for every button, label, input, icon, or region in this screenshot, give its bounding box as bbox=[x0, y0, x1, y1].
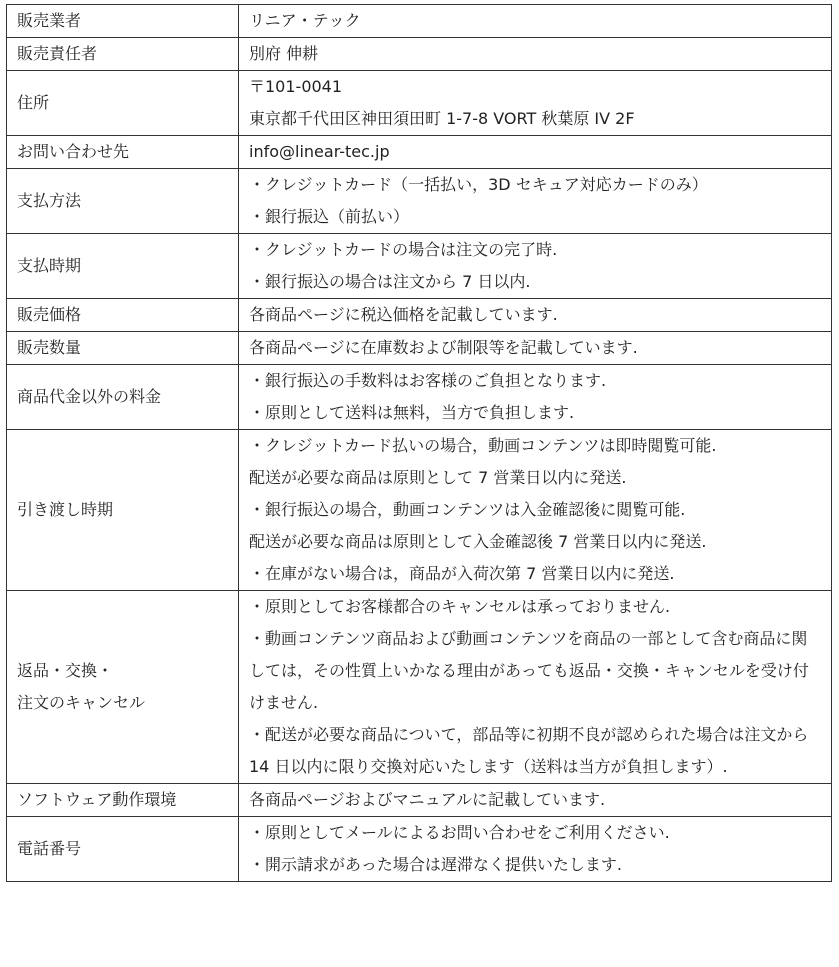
row-label-price: 販売価格 bbox=[7, 299, 239, 332]
postal-code: 〒101-0041 bbox=[249, 77, 343, 96]
table-row bbox=[7, 38, 832, 71]
row-value-price: 各商品ページに税込価格を記載しています. bbox=[239, 299, 832, 332]
row-value-manager: 別府 伸耕 bbox=[239, 38, 832, 71]
table-row bbox=[7, 299, 832, 332]
commerce-disclosure-table bbox=[6, 4, 832, 882]
table-row bbox=[7, 234, 832, 299]
row-value-returns: ・原則としてお客様都合のキャンセルは承っておりません. ・動画コンテンツ商品および動画コンテンツを商品の一部として含む商品に関しては，その性質上いかなる理由があっても返品・交換・キャンセルを受け付けません. ・配送が必要な商品について，部品等に初期不良が認められた場合は注文から 14 日以内に限り交換対応いたします（送料は当方が負担します）. bbox=[239, 591, 832, 784]
table-row bbox=[7, 430, 832, 591]
row-label-delivery: 引き渡し時期 bbox=[7, 430, 239, 591]
table-row bbox=[7, 71, 832, 136]
table-row bbox=[7, 136, 832, 169]
table-row bbox=[7, 784, 832, 817]
row-label-software: ソフトウェア動作環境 bbox=[7, 784, 239, 817]
row-value-payment-method: ・クレジットカード（一括払い，3D セキュア対応カードのみ） ・銀行振込（前払い） bbox=[239, 169, 832, 234]
contact-email: info@linear-tec.jp bbox=[249, 142, 390, 161]
row-label-manager: 販売責任者 bbox=[7, 38, 239, 71]
row-value-phone: ・原則としてメールによるお問い合わせをご利用ください. ・開示請求があった場合は遅滞なく提供いたします. bbox=[239, 817, 832, 882]
street-address: 東京都千代田区神田須田町 1-7-8 VORT 秋葉原 IV 2F bbox=[249, 109, 635, 128]
row-label-quantity: 販売数量 bbox=[7, 332, 239, 365]
row-value-quantity: 各商品ページに在庫数および制限等を記載しています. bbox=[239, 332, 832, 365]
row-label-address: 住所 bbox=[7, 71, 239, 136]
row-label-payment-method: 支払方法 bbox=[7, 169, 239, 234]
row-label-returns: 返品・交換・ 注文のキャンセル bbox=[7, 591, 239, 784]
table-row bbox=[7, 332, 832, 365]
row-label-seller: 販売業者 bbox=[7, 5, 239, 38]
row-value-payment-timing: ・クレジットカードの場合は注文の完了時. ・銀行振込の場合は注文から 7 日以内. bbox=[239, 234, 832, 299]
row-label-phone: 電話番号 bbox=[7, 817, 239, 882]
row-value-other-fees: ・銀行振込の手数料はお客様のご負担となります. ・原則として送料は無料，当方で負担します. bbox=[239, 365, 832, 430]
table-row bbox=[7, 817, 832, 882]
row-value-contact bbox=[239, 136, 832, 169]
row-label-other-fees: 商品代金以外の料金 bbox=[7, 365, 239, 430]
row-label-payment-timing: 支払時期 bbox=[7, 234, 239, 299]
table-row bbox=[7, 365, 832, 430]
row-value-delivery: ・クレジットカード払いの場合，動画コンテンツは即時閲覧可能. 配送が必要な商品は原則として 7 営業日以内に発送. ・銀行振込の場合，動画コンテンツは入金確認後に閲覧可能. 配送が必要な商品は原則として入金確認後 7 営業日以内に発送. ・在庫がない場合は，商品が入荷次第 7 営業日以内に発送. bbox=[239, 430, 832, 591]
table-row bbox=[7, 5, 832, 38]
table-row bbox=[7, 591, 832, 784]
row-value-seller: リニア・テック bbox=[239, 5, 832, 38]
table-row bbox=[7, 169, 832, 234]
row-value-software: 各商品ページおよびマニュアルに記載しています. bbox=[239, 784, 832, 817]
row-value-address bbox=[239, 71, 832, 136]
row-label-contact: お問い合わせ先 bbox=[7, 136, 239, 169]
